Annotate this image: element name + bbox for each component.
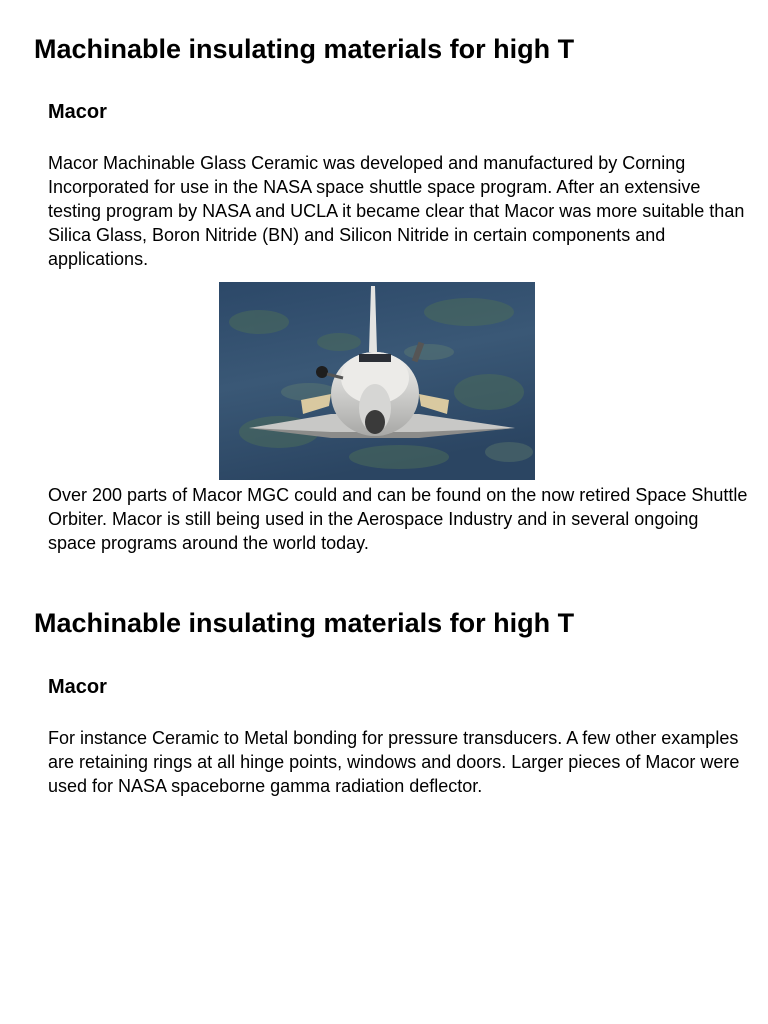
- page-title: Machinable insulating materials for high T: [34, 608, 575, 638]
- section-subtitle: Macor: [48, 101, 107, 123]
- body-paragraph: Macor Machinable Glass Ceramic was developed and manufactured by Corning Incorporated for use in the NASA space shuttle space program. After an extensive testing program by NASA and UCLA it became clear that Macor was more suitable than Silica Glass, Boron Nitride (BN) and Silicon Nitride in certain components and applications.: [48, 153, 745, 269]
- page-title: Machinable insulating materials for high T: [34, 34, 575, 64]
- body-paragraph: Over 200 parts of Macor MGC could and can be found on the now retired Space Shuttle Orbiter. Macor is still being used in the Aerospace Industry and in several ongoing space programs around the world today.: [48, 485, 748, 553]
- space-shuttle-image: [219, 282, 535, 480]
- body-paragraph: For instance Ceramic to Metal bonding for pressure transducers. A few other examples are retaining rings at all hinge points, windows and doors. Larger pieces of Macor were used for NASA spaceborne gamma radiation deflector.: [48, 728, 740, 796]
- section-subtitle: Macor: [48, 676, 107, 698]
